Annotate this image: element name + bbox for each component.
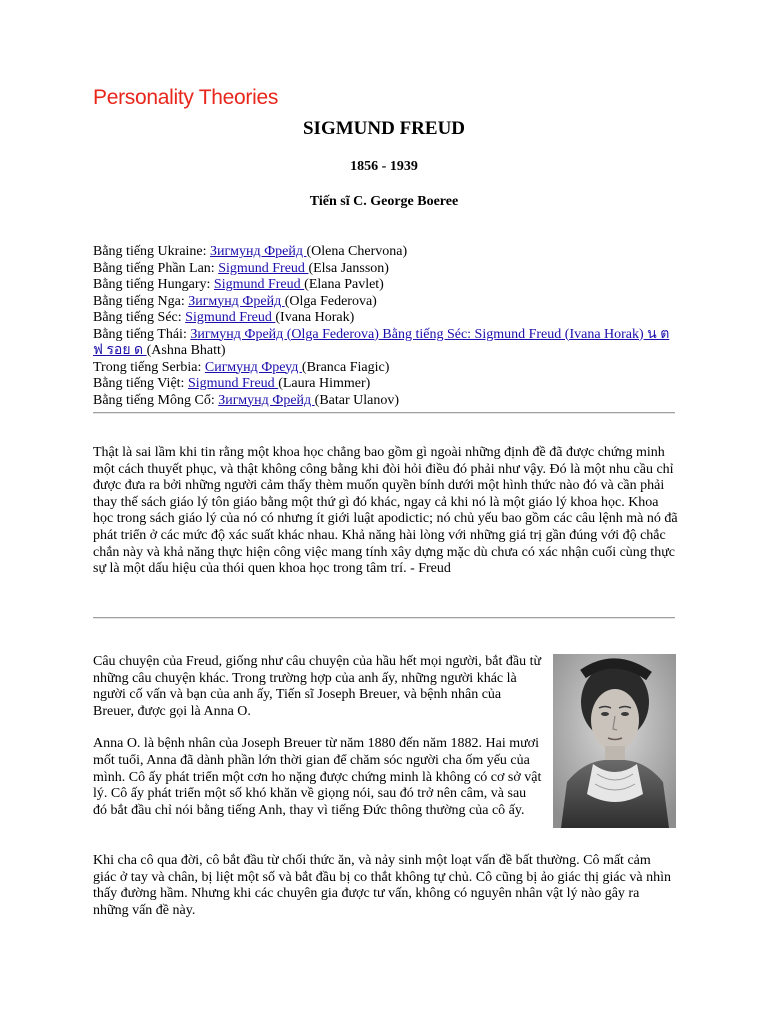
divider	[93, 617, 675, 619]
translation-link[interactable]: Зигмунд Фрейд (Olga Federova) Bằng tiếng Séc: Sigmund Freud (Ivana Horak) น ต ฟ รอย ด	[93, 326, 670, 358]
translation-row	[93, 294, 673, 311]
translation-language: Bằng tiếng Séc:	[93, 310, 186, 325]
translation-link[interactable]: Sigmund Freud	[185, 310, 276, 325]
translation-translator: (Elana Pavlet)	[304, 277, 384, 292]
translation-translator: (Elsa Jansson)	[308, 260, 389, 276]
freud-quote: Thật là sai lầm khi tin rằng một khoa học chẳng bao gồm gì ngoài những định đề đã được chứng minh một cách thuyết phục, và thật không công bằng khi đòi hỏi điều đó phải như vậy. Đó là một nhu cầu chỉ được đưa ra bởi những người cảm thấy thèm muốn quyền bính dưới một hình thức nào đó và cần phải thay thế sách giáo lý tôn giáo bằng một thứ gì đó khác, ngay cả khi nó là một giáo lý khoa học. Khoa học trong sách giáo lý của nó có nhưng ít giới luật apodictic; nó chủ yếu bao gồm các câu lệnh mà nó đã phát triển ở các mức độ xác suất khác nhau. Khả năng hài lòng với những giá trị gần đúng với độ chắc chắn này và khả năng thực hiện công việc mang tính xây dựng mặc dù chưa có xác nhận cuối cùng thực sự là một dấu hiệu của thói quen khoa học trong tâm trí. - Freud	[93, 445, 678, 577]
translation-translator: (Batar Ulanov)	[314, 392, 400, 408]
translation-translator: (Olena Chervona)	[306, 244, 408, 259]
translation-link[interactable]: Sigmund Freud	[187, 376, 279, 391]
article-author: Tiến sĩ C. George Boeree	[309, 194, 459, 209]
article-dates: 1856 - 1939	[350, 159, 418, 174]
section-header: Personality Theories	[93, 86, 279, 109]
story-paragraph: Khi cha cô qua đời, cô bắt đầu từ chối thức ăn, và nảy sinh một loạt vấn đề bất thường. Cô mất cảm giác ở tay và chân, bị liệt một số và bắt đầu bị co thắt không tự chủ. Cô cũng bị ảo giác thị giác và nhìn thấy đường hầm. Nhưng khi các chuyên gia được tư vấn, không có nguyên nhân vật lý nào gây ra những vấn đề này.	[93, 853, 671, 918]
translation-language: Bằng tiếng Ukraine:	[93, 244, 211, 259]
translation-language: Bằng tiếng Phần Lan:	[93, 260, 219, 276]
translation-link[interactable]: Сигмунд Фреуд	[204, 359, 302, 375]
translation-translator: (Ashna Bhatt)	[146, 343, 226, 358]
translation-link[interactable]: Sigmund Freud	[213, 277, 305, 292]
translation-link[interactable]: Зигмунд Фрейд	[218, 392, 315, 408]
translations-list	[93, 244, 673, 409]
translation-language: Trong tiếng Serbia:	[93, 359, 205, 375]
portrait-photo-icon	[553, 654, 676, 828]
translation-row	[93, 376, 673, 393]
translation-row	[93, 310, 673, 327]
article-title: SIGMUND FREUD	[302, 118, 466, 139]
translation-language: Bằng tiếng Thái:	[93, 326, 191, 342]
translation-row	[93, 244, 673, 261]
divider	[93, 412, 675, 414]
translation-language: Bằng tiếng Hungary:	[93, 277, 214, 292]
translation-translator: (Ivana Horak)	[275, 310, 355, 325]
translation-language: Bằng tiếng Mông Cổ:	[93, 392, 219, 408]
story-paragraph: Anna O. là bệnh nhân của Joseph Breuer từ năm 1880 đến năm 1882. Hai mươi mốt tuổi, Anna đã dành phần lớn thời gian để chăm sóc người cha ốm yếu của mình. Cô ấy phát triển một cơn ho nặng được chứng minh là không có cơ sở vật lý. Cô ấy phát triển một số khó khăn về giọng nói, sau đó trở nên câm, và sau đó bắt đầu chỉ nói bằng tiếng Anh, thay vì tiếng Đức thông thường của cô ấy.	[93, 736, 542, 818]
translation-translator: (Olga Federova)	[284, 293, 377, 309]
translation-language: Bằng tiếng Nga:	[93, 293, 189, 309]
translation-link[interactable]: Зигмунд Фрейд	[188, 293, 285, 309]
translation-translator: (Branca Fiagic)	[301, 359, 390, 375]
translation-link[interactable]: Зигмунд Фрейд	[210, 244, 307, 259]
translation-row	[93, 393, 673, 410]
translation-row	[93, 327, 673, 360]
translation-row	[93, 261, 673, 278]
story-section	[93, 654, 543, 835]
translation-link[interactable]: Sigmund Freud	[218, 260, 309, 276]
story-paragraph: Câu chuyện của Freud, giống như câu chuyện của hầu hết mọi người, bắt đầu từ những câu chuyện khác. Trong trường hợp của anh ấy, những người khác là người cố vấn và bạn của anh ấy, Tiến sĩ Joseph Breuer, và bệnh nhân của Breuer, được gọi là Anna O.	[93, 654, 542, 719]
translation-language: Bằng tiếng Việt:	[93, 376, 188, 391]
translation-translator: (Laura Himmer)	[278, 376, 371, 391]
translation-row	[93, 360, 673, 377]
translation-row	[93, 277, 673, 294]
